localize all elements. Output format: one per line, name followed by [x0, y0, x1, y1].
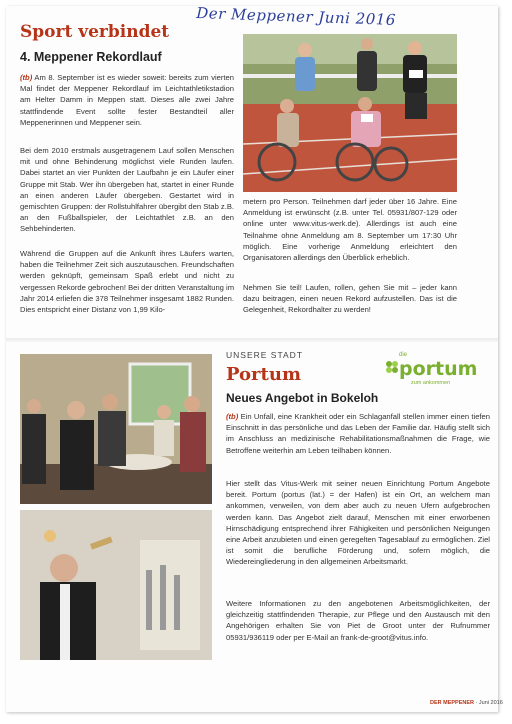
- portum-logo: [385, 352, 485, 392]
- article-title-rekordlauf: 4. Meppener Rekordlauf: [20, 50, 162, 64]
- handwritten-note: Der Meppener Juni 2016: [195, 3, 397, 29]
- paragraph-groups: Während die Gruppen auf die Ankunft ihres Läufers warten, haben die Teilnehmer Zeit sich auszutauschen. Freundschaften werden geknüpft, gemeinsam Spaß erlebt und nicht zu vergessen Rekorde gebrochen! Bei der dritten Veranstaltung im Jahr 2014 erliefen die 378 Teilnehmer insgesamt 1882 Runden. Dies entspricht einer Distanz von 1,99 Kilo-: [20, 249, 235, 315]
- paragraph-registration: metern pro Person. Teilnehmen darf jeder über 16 Jahre. Eine Anmeldung ist erwünscht (z.B. unter Tel. 05931/807-129 oder online unter www.vitus-werk.de). Allerdings ist auch eine Teilnahme ohne Anmeldung am 8. September um 17:30 Uhr möglich. Eine vorherige Anmeldung erleichtert den Organisatoren allerdings den Überblick erheblich.: [243, 197, 457, 263]
- photo-stadium-runners: [243, 34, 457, 192]
- portum-logo-tagline: zum ankommen: [411, 380, 451, 386]
- page-footer: [430, 700, 503, 706]
- section-title-sport: Sport verbindet: [20, 22, 170, 42]
- footer-brand: DER MEPPENER: [430, 700, 475, 706]
- paragraph-portum-contact: Weitere Informationen zu den angebotenen Arbeitsmöglichkeiten, der gleichzeitig stattfindenden Therapie, zur Pflege und den Austausch mit den Angehörigen erhalten Sie von Piet de Groot unter der Rufnummer 05931/936119 oder per E-Mail an frank-de-groot@vitus.info.: [226, 599, 490, 642]
- article-title-bokeloh: Neues Angebot in Bokeloh: [226, 391, 379, 405]
- paragraph-portum-offer: Hier stellt das Vitus-Werk mit seiner neuen Einrichtung Portum Angebote bereit. Portum (portus (lat.) = der Hafen) ist ein Ort, an welchem man ankommen, verweilen, von dem aber auch zu neuen Ufern aufgebrochen werden kann. Das Angebot zielt darauf, Menschen mit einer erworbenen Hirnschädigung entsprechend ihrer Fähigkeiten und persönlichen Neigungen eine Arbeit anzubieten und einen geregelten Tagesablauf zu ermöglichen. Ziel ist somit die berufliche Förderung und, sofern möglich, die Wiedereingliederung in den allgemeinen Arbeitsmarkt.: [226, 479, 490, 567]
- paragraph-intro: (tb) Am 8. September ist es wieder soweit: bereits zum vierten Mal findet der Meppener Rekordlauf im Leichtathletikstadion am Helter Damm in Meppen statt. Dieses alle zwei Jahre stattfindende Event sollte fester Bestandteil aller Meppenerinnen und Meppener sein.: [20, 73, 234, 127]
- paragraph-portum-intro: (tb) Ein Unfall, eine Krankheit oder ein Schlaganfall stellen immer einen tiefen Einschnitt in das persönliche und das Leben der Familie dar. Häufig stellt sich im Anschluss an medizinische Rehabilitationsmaßnahmen die Frage, wie Betroffene weiterhin am Leben teilhaben können.: [226, 412, 490, 455]
- paragraph-history: Bei dem 2010 erstmals ausgetragenem Lauf sollen Menschen mit und ohne Behinderung möglichst viele Runden laufen. Dabei startet an vier Punkten der Laufbahn je ein Läufer einer Gruppe mit Stab. Wer ihn übergeben hat, startet in einer Runde an einen anderen Läufer übergeben. Gestartet wird in gemischten Gruppen: der Rollstuhlfahrer übergibt den Stab z.B. an den Fußballspieler, der Leichtathlet z.B. an den Sehbehinderten.: [20, 146, 235, 234]
- section-divider: [6, 338, 498, 342]
- kicker-unsere-stadt: UNSERE STADT: [226, 350, 304, 360]
- portum-logo-prefix: die: [399, 352, 408, 358]
- paragraph-call-to-action: Nehmen Sie teil! Laufen, rollen, gehen Sie mit – jeder kann dazu beitragen, einen neuen Rekord aufzustellen. Das ist die Gelegenheit, Rekordhalter zu werden!: [243, 283, 457, 315]
- photo-blessing-ceremony: [20, 510, 212, 660]
- portum-logo-icon: [385, 360, 399, 374]
- section-title-portum: Portum: [226, 364, 301, 385]
- photo-meeting-room: [20, 354, 212, 504]
- portum-logo-word: portum: [399, 358, 478, 380]
- footer-issue: · Juni 2016: [474, 700, 503, 706]
